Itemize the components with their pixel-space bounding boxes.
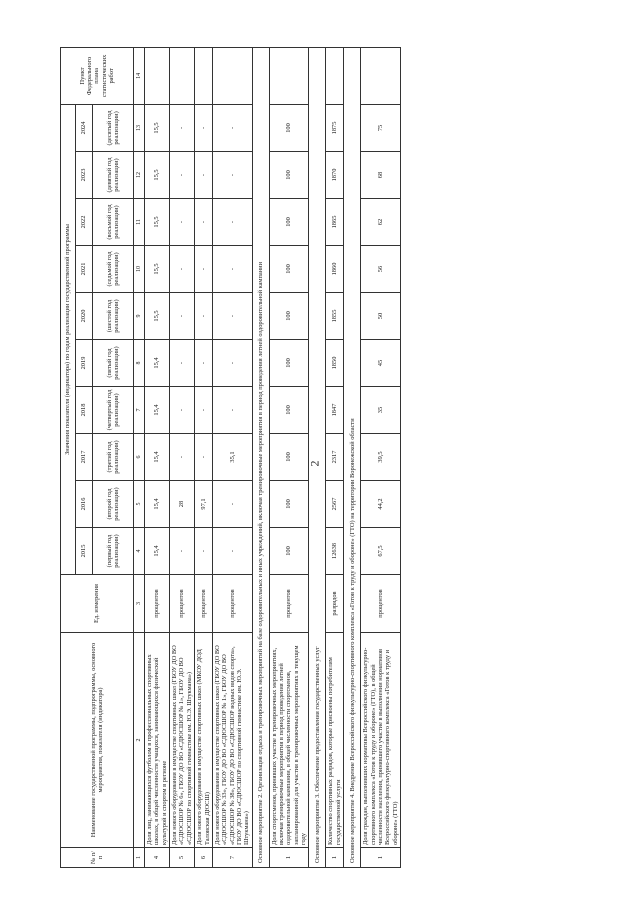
value-cell: 100	[269, 528, 309, 575]
value-cell: -	[212, 199, 252, 246]
value-cell: -	[195, 104, 213, 151]
value-cell: -	[195, 246, 213, 293]
value-cell: 100	[269, 293, 309, 340]
section-title: Основное мероприятие 2. Организация отдыха и тренировочных мероприятий на базе оздоровительных и иных учреждений, включая тренировочные мероприятия в период проведения летней оздоровительной кампании	[252, 47, 269, 867]
header-year-label: (третий год реализации)	[93, 434, 134, 481]
value-cell: -	[195, 293, 213, 340]
value-cell: 28	[170, 481, 195, 528]
unit-cell: процентов	[361, 575, 401, 633]
value-cell: -	[212, 104, 252, 151]
column-index-cell: 3	[134, 575, 145, 633]
value-cell: -	[212, 528, 252, 575]
section-row	[252, 47, 269, 867]
value-cell: -	[170, 104, 195, 151]
value-cell: -	[170, 199, 195, 246]
value-cell: 15,4	[145, 340, 170, 387]
row-num: 4	[145, 848, 170, 868]
value-cell: -	[212, 293, 252, 340]
value-cell: 44,2	[361, 481, 401, 528]
value-cell: 39,5	[361, 434, 401, 481]
value-cell: -	[170, 152, 195, 199]
section-title: Основное мероприятие 4. Внедрение Всероссийского физкультурно-спортивного комплекса «Готов к труду и обороне» (ГТО) на территории Воронежской области	[344, 47, 361, 867]
header-plan: Пункт Федерального плана статистических работ	[61, 47, 134, 104]
value-cell: 1875	[326, 104, 344, 151]
value-cell: 100	[269, 340, 309, 387]
unit-cell: процентов	[269, 575, 309, 633]
table-row	[269, 47, 309, 867]
column-index-cell: 5	[134, 481, 145, 528]
indicator-name: Доля нового оборудования в имуществе спортивных школ (ГБОУ ДО ВО «СДЮСШОР № 6», ГБОУ ДО ВО «СДЮСШОР № 1», ГБОУ ДО ВО «СДЮСШОР по спортивной гимнастике им. Ю.Э. Штукмана»)	[170, 633, 195, 848]
unit-cell: процентов	[170, 575, 195, 633]
table-row	[195, 47, 213, 867]
page-number: 2	[307, 460, 322, 467]
value-cell: 100	[269, 199, 309, 246]
header-year-label: (седьмой год реализации)	[93, 246, 134, 293]
row-num: 6	[195, 848, 213, 868]
value-cell: 50	[361, 293, 401, 340]
indicators-table	[60, 47, 401, 868]
plan-cell	[361, 47, 401, 104]
value-cell: 1865	[326, 199, 344, 246]
header-name: Наименование государственной программы, подпрограммы, основного мероприятия, показателя (индикатора)	[61, 633, 134, 848]
value-cell: 45	[361, 340, 401, 387]
value-cell: 68	[361, 152, 401, 199]
value-cell: -	[195, 152, 213, 199]
row-num: 7	[212, 848, 252, 868]
value-cell: -	[170, 246, 195, 293]
value-cell: 100	[269, 152, 309, 199]
value-cell: -	[195, 340, 213, 387]
value-cell: 1860	[326, 246, 344, 293]
row-num: 1	[361, 848, 401, 868]
value-cell: 100	[269, 434, 309, 481]
column-index-cell: 6	[134, 434, 145, 481]
value-cell: 100	[269, 104, 309, 151]
value-cell: 15,5	[145, 246, 170, 293]
value-cell: 1855	[326, 293, 344, 340]
header-year: 2019	[76, 340, 93, 387]
column-index-cell: 10	[134, 246, 145, 293]
header-year: 2016	[76, 481, 93, 528]
column-index-cell: 14	[134, 47, 145, 104]
unit-cell: разрядов	[326, 575, 344, 633]
value-cell: 35,1	[212, 434, 252, 481]
plan-cell	[170, 47, 195, 104]
header-year-label: (десятый год реализации)	[93, 104, 134, 151]
value-cell: -	[170, 528, 195, 575]
header-year: 2021	[76, 246, 93, 293]
value-cell: 97,1	[195, 481, 213, 528]
indicator-name: Доля лиц, занимающихся футболом в профессиональных спортивных школах, в общей численности учащихся, занимающихся физической культурой и спортом в регионе	[145, 633, 170, 848]
value-cell: 12638	[326, 528, 344, 575]
value-cell: -	[195, 528, 213, 575]
value-cell: 2317	[326, 434, 344, 481]
value-cell: 2567	[326, 481, 344, 528]
value-cell: -	[195, 199, 213, 246]
value-cell: 100	[269, 387, 309, 434]
value-cell: 15,4	[145, 528, 170, 575]
header-year: 2023	[76, 152, 93, 199]
header-year-label: (шестой год реализации)	[93, 293, 134, 340]
value-cell: -	[170, 387, 195, 434]
header-year: 2024	[76, 104, 93, 151]
value-cell: -	[195, 387, 213, 434]
column-index-cell: 12	[134, 152, 145, 199]
table-row	[145, 47, 170, 867]
column-index-cell: 2	[134, 633, 145, 848]
indicator-name: Доля нового оборудования в имуществе спортивных школ (МКОУ ДОД Таловская ДЮСШ)	[195, 633, 213, 848]
indicator-name: Доля нового оборудования в имуществе спортивных школ (ГБОУ ДО ВО «СДЮСШОР № 33», ГБОУ ДО ВО «СДЮСШОР № 1», ГБОУ ДО ВО «СДЮСШОР № 38», ГБОУ ДО ВО «СДЮСШОР водных видов спорта», ГБОУ ДО ВО «СДЮСШОР по спортивной гимнастике им. Ю.Э. Штукмана»)	[212, 633, 252, 848]
row-num: 1	[326, 848, 344, 868]
value-cell: 100	[269, 481, 309, 528]
value-cell: -	[212, 152, 252, 199]
unit-cell: процентов	[145, 575, 170, 633]
header-values-group: Значения показателя (индикатора) по годам реализации государственной программы	[61, 104, 76, 574]
section-title: Основное мероприятие 3. Обеспечение предоставления государственных услуг	[309, 47, 326, 867]
value-cell: -	[195, 434, 213, 481]
header-unit: Ед. измерения	[61, 575, 134, 633]
value-cell: 15,5	[145, 293, 170, 340]
row-num: 5	[170, 848, 195, 868]
table-row	[170, 47, 195, 867]
value-cell: 15,5	[145, 104, 170, 151]
indicator-name: Доля граждан, выполнивших нормативы Всероссийского физкультурно-спортивного комплекса «Готов к труду и обороне» (ГТО), в общей численности населения, принявшего участие в выполнении нормативов Всероссийского физкультурно-спортивного комплекса «Готов к труду и обороне» (ГТО)	[361, 633, 401, 848]
header-year: 2017	[76, 434, 93, 481]
column-index-row	[134, 47, 145, 867]
header-year: 2018	[76, 387, 93, 434]
plan-cell	[145, 47, 170, 104]
value-cell: 35	[361, 387, 401, 434]
section-row	[309, 47, 326, 867]
value-cell: -	[170, 434, 195, 481]
header-year-label: (первый год реализации)	[93, 528, 134, 575]
value-cell: 67,5	[361, 528, 401, 575]
header-year: 2015	[76, 528, 93, 575]
unit-cell: процентов	[212, 575, 252, 633]
value-cell: -	[212, 481, 252, 528]
header-year-label: (девятый год реализации)	[93, 152, 134, 199]
table-row	[361, 47, 401, 867]
unit-cell: процентов	[195, 575, 213, 633]
column-index-cell: 4	[134, 528, 145, 575]
header-year: 2022	[76, 199, 93, 246]
plan-cell	[269, 47, 309, 104]
column-index-cell: 13	[134, 104, 145, 151]
header-year: 2020	[76, 293, 93, 340]
value-cell: 15,5	[145, 199, 170, 246]
value-cell: 56	[361, 246, 401, 293]
column-index-cell: 11	[134, 199, 145, 246]
row-num: 1	[269, 848, 309, 868]
value-cell: 75	[361, 104, 401, 151]
value-cell: 100	[269, 246, 309, 293]
header-year-label: (второй год реализации)	[93, 481, 134, 528]
value-cell: -	[212, 387, 252, 434]
value-cell: -	[170, 293, 195, 340]
value-cell: 15,4	[145, 481, 170, 528]
table-body	[134, 47, 401, 867]
table-row	[212, 47, 252, 867]
value-cell: -	[212, 340, 252, 387]
rotated-table-container	[60, 48, 480, 868]
value-cell: 1847	[326, 387, 344, 434]
column-index-cell: 9	[134, 293, 145, 340]
value-cell: 15,4	[145, 434, 170, 481]
value-cell: -	[170, 340, 195, 387]
value-cell: 1850	[326, 340, 344, 387]
section-row	[344, 47, 361, 867]
plan-cell	[195, 47, 213, 104]
header-year-label: (четвертый год реализации)	[93, 387, 134, 434]
plan-cell	[212, 47, 252, 104]
indicator-name: Количество спортивных разрядов, которые присвоены потребителям государственной услуги	[326, 633, 344, 848]
column-index-cell: 1	[134, 848, 145, 868]
header-num: № п/п	[61, 848, 134, 868]
value-cell: 15,4	[145, 387, 170, 434]
column-index-cell: 7	[134, 387, 145, 434]
indicator-name: Доля спортсменов, принявших участие в тренировочных мероприятиях, включая тренировочные мероприятия в период проведения летней оздоровительной кампании, в общей численности спортсменов, запланированной для участия в тренировочных мероприятиях в текущем году	[269, 633, 309, 848]
value-cell: 1870	[326, 152, 344, 199]
table-row	[326, 47, 344, 867]
value-cell: -	[212, 246, 252, 293]
value-cell: 62	[361, 199, 401, 246]
plan-cell	[326, 47, 344, 104]
header-year-label: (пятый год реализации)	[93, 340, 134, 387]
column-index-cell: 8	[134, 340, 145, 387]
value-cell: 15,5	[145, 152, 170, 199]
header-year-label: (восьмой год реализации)	[93, 199, 134, 246]
